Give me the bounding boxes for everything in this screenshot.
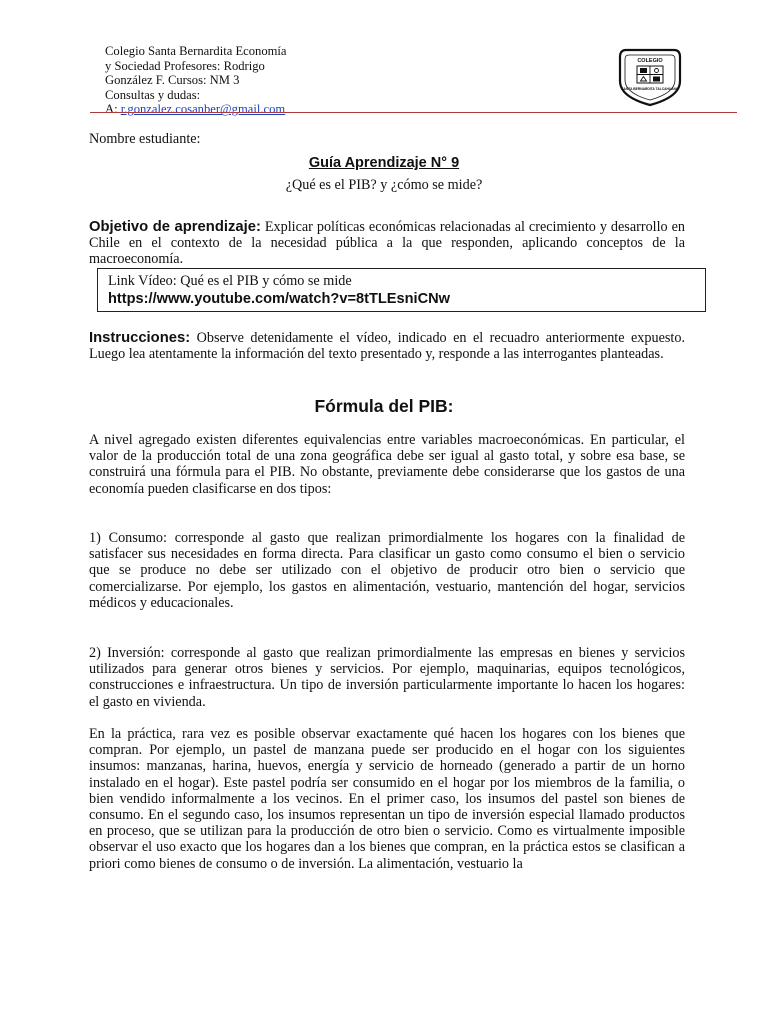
objective-paragraph (89, 219, 685, 268)
body-paragraph: A nivel agregado existen diferentes equivalencias entre variables macroeconómicas. En particular, el valor de la producción total de una zona geográfica debe ser igual al gasto total, y sobre esa base, se construirá una fórmula para el PIB. No obstante, previamente debe considerarse que los gastos de una economía pueden clasificarse en dos tipos: (89, 432, 685, 497)
body-paragraph-practica: En la práctica, rara vez es posible observar exactamente qué hacen los hogares con los bienes que compran. Por ejemplo, un pastel de manzana puede ser producido en el hogar con los siguientes insumos: manzanas, harina, huevos, energía y servicio de horneado (generado a partir de un horno instalado en el hogar). Este pastel podría ser consumido en el hogar por los miembros de la familia, o bien vendido informalmente a los vecinos. En el primer caso, los insumos del pastel son bienes de consumo. En el segundo caso, los insumos representan un tipo de inversión especial llamado productos en proceso, que se utilizan para la producción de otro bien o servicio. Como es virtualmente imposible observar el uso exacto que los hogares dan a los bienes que compran, en la práctica estos se clasifican a priori como bienes de consumo o de inversión. La alimentación, vestuario la (89, 726, 685, 872)
logo-top-text: COLEGIO (637, 58, 663, 64)
guide-title: Guía Aprendizaje N° 9 (308, 155, 460, 171)
body-paragraph-inversion: 2) Inversión: corresponde al gasto que realizan primordialmente las empresas en bienes y servicios utilizados para generar otros bienes y servicios. Por ejemplo, maquinarias, equipos tecnológicos, construcciones e infraestructura. Un tipo de inversión particularmente importante lo hacen los hogares: el gasto en vivienda. (89, 645, 685, 710)
video-url-link[interactable]: https://www.youtube.com/watch?v=8tTLEsniCNw (108, 291, 451, 307)
header-line-1: Colegio Santa Bernardita Economía (105, 44, 287, 58)
instructions-text: Observe detenidamente el vídeo, indicado en el recuadro anteriormente expuesto. Luego lea atentamente la información del texto presentado y, responde a las interrogantes planteadas. (89, 330, 685, 363)
header-line-4: Consultas y dudas: (105, 87, 201, 102)
header-divider (90, 112, 737, 113)
student-name-label: Nombre estudiante: (89, 131, 201, 147)
email-link[interactable]: r.gonzalez.cosanber@gmail.com (120, 102, 286, 117)
video-link-label: Link Vídeo: Qué es el PIB y cómo se mide (108, 273, 352, 289)
objective-label: Objetivo de aprendizaje: (89, 219, 261, 235)
video-link-box (97, 268, 706, 312)
email-prefix: A: (105, 102, 121, 117)
school-header (105, 44, 287, 117)
header-line-2: y Sociedad Profesores: Rodrigo (105, 58, 265, 73)
body-paragraph-consumo: 1) Consumo: corresponde al gasto que realizan primordialmente los hogares con la finalidad de satisfacer sus necesidades en forma directa. Para clasificar un gasto como consumo el bien o servicio que se produce no debe ser utilizado con el objetivo de producir otro bien o servicio que comercializarse. Por ejemplo, los gastos en alimentación, vestuario, mantención del hogar, servicios médicos y educacionales. (89, 530, 685, 611)
contact-line (105, 102, 287, 117)
objective-text: Explicar políticas económicas relacionadas al crecimiento y desarrollo en Chile en el contexto de la necesidad pública a la que responden, aplicando conceptos de la macroeconomía. (89, 219, 685, 268)
header-line-3: González F. Cursos: NM 3 (105, 73, 240, 88)
instructions-label: Instrucciones: (89, 330, 191, 346)
school-crest-icon (612, 47, 688, 107)
guide-subtitle: ¿Qué es el PIB? y ¿cómo se mide? (285, 177, 483, 193)
logo-bottom-text: SANTA BERNARDITA TALCAHUANO (621, 87, 679, 91)
instructions-paragraph (89, 330, 685, 362)
section-heading: Fórmula del PIB: (314, 396, 454, 416)
